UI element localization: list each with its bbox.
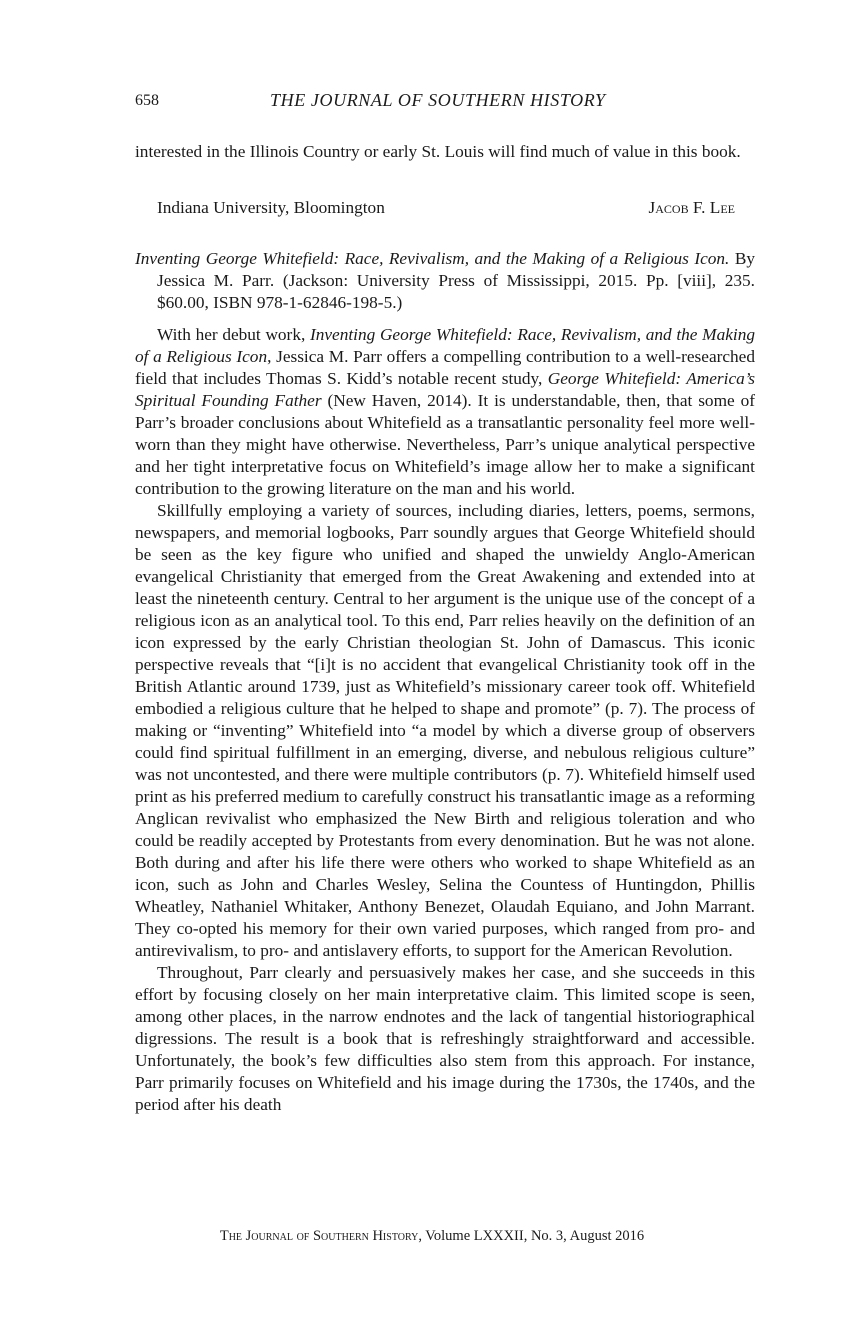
paragraph-1 [135, 324, 755, 500]
footer-issue: , Volume LXXXII, No. 3, August 2016 [418, 1228, 645, 1244]
p1-book-title: Inventing George Whitefield: Race, Revivalism, and the Making of a Religious Icon [135, 325, 755, 366]
paragraph-2: Skillfully employing a variety of sources, including diaries, letters, poems, sermons, newspapers, and memorial logbooks, Parr soundly argues that George Whitefield should be seen as the key figure who unified and shaped the unwieldy Anglo-American evangelical Christianity that emerged from the Great Awakening and extended into at least the nineteenth century. Central to her argument is the unique use of the concept of a religious icon as an analytical tool. To this end, Parr relies heavily on the definition of an icon expressed by the early Christian theologian St. John of Damascus. This iconic perspective reveals that “[i]t is no accident that evangelical Christianity took off in the British Atlantic around 1739, just as Whitefield’s missionary career took off. Whitefield embodied a religious culture that he helped to shape and promote” (p. 7). The process of making or “inventing” Whitefield into “a model by which a diverse group of observers could find spiritual fulfillment in an emerging, diverse, and nebulous religious culture” was not uncontested, and there were multiple contributors (p. 7). Whitefield himself used print as his preferred medium to carefully construct his transatlantic image as a reforming Anglican revivalist who emphasized the New Birth and religious toleration and who could be readily accepted by Protestants from every denomination. But he was not alone. Both during and after his life there were others who worked to shape Whitefield as an icon, such as John and Charles Wesley, Selina the Countess of Huntingdon, Phillis Wheatley, Nathaniel Whitaker, Anthony Benezet, Olaudah Equiano, and John Marrant. They co-opted his memory for their own varied purposes, which ranged from pro- and antirevivalism, to pro- and antislavery efforts, to support for the American Revolution. [135, 501, 755, 960]
paragraph-3: Throughout, Parr clearly and persuasively makes her case, and she succeeds in this effort by focusing closely on her main interpretative claim. This limited scope is seen, among other places, in the narrow endnotes and the lack of tangential historiographical digressions. The result is a book that is refreshingly straightforward and accessible. Unfortunately, the book’s few difficulties also stem from this approach. For instance, Parr primarily focuses on Whitefield and his image during the 1730s, the 1740s, and the period after his death [135, 963, 755, 1114]
p1-cited-title: George Whitefield: America’s Spiritual Founding Father [135, 369, 756, 410]
page-footer [0, 1228, 864, 1245]
page-number: 658 [135, 92, 159, 109]
closing-paragraph: interested in the Illinois Country or early St. Louis will find much of value in this book. [135, 142, 741, 161]
p1-text-a: With her debut work, [157, 325, 310, 344]
book-details: By Jessica M. Parr. (Jackson: University Press of Mississippi, 2015. Pp. [viii], 235. $60.00, ISBN 978-1-62846-198-5.) [157, 249, 755, 312]
reviewer-affiliation: Indiana University, Bloomington [157, 198, 385, 217]
review-body [135, 324, 755, 1116]
p1-text-b: , Jessica M. Parr offers a compelling contribution to a well-researched field that includes Thomas S. Kidd’s notable recent study, [135, 347, 755, 388]
book-citation [135, 248, 755, 314]
book-title: Inventing George Whitefield: Race, Revivalism, and the Making of a Religious Icon. [135, 249, 730, 268]
reviewer-name: Jacob F. Lee [648, 198, 735, 217]
prior-review-closing [135, 141, 755, 163]
running-title: THE JOURNAL OF SOUTHERN HISTORY [270, 90, 606, 110]
p1-text-c: (New Haven, 2014). It is understandable, then, that some of Parr’s broader conclusions about Whitefield as a transatlantic personality feel more well-worn than they might have otherwise. Nevertheless, Parr’s unique analytical perspective and her tight interpretative focus on Whitefield’s image allow her to make a significant contribution to the growing literature on the man and his world. [135, 391, 755, 498]
footer-journal: The Journal of Southern History [219, 1228, 419, 1244]
